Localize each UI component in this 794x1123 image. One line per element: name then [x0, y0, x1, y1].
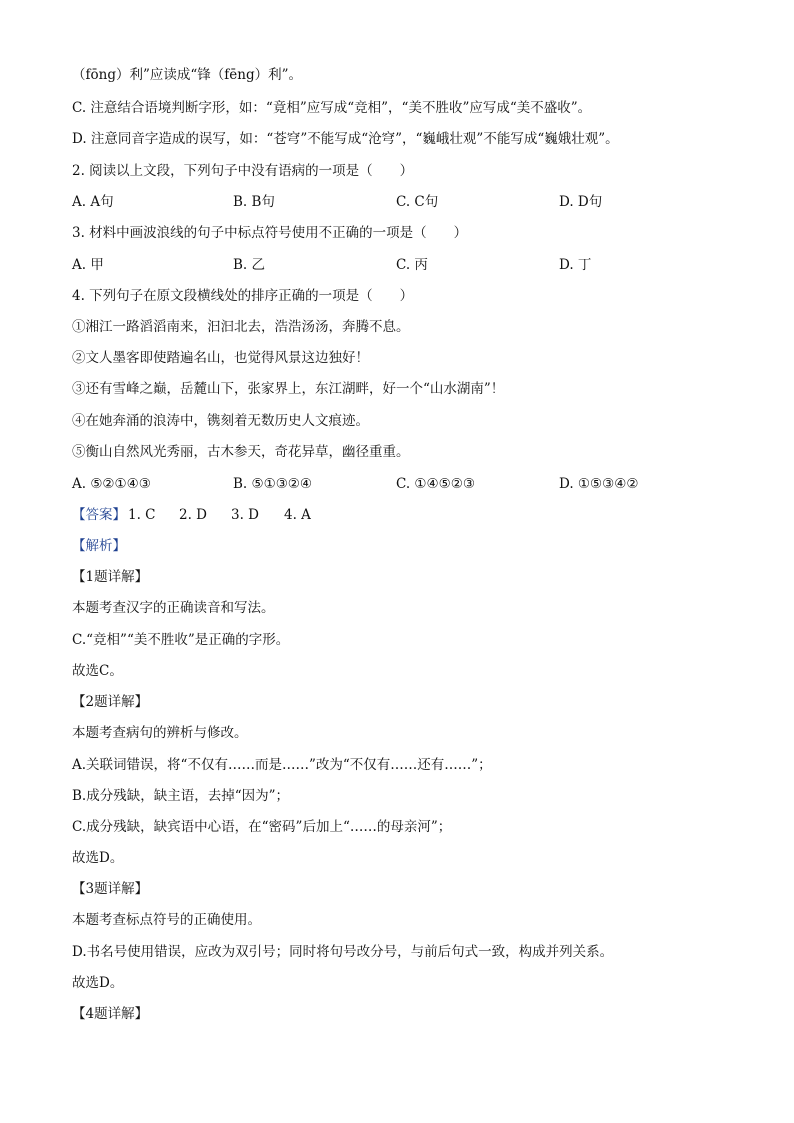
sentence-2: ②文人墨客即使踏遍名山，也觉得风景这边独好！	[72, 350, 369, 366]
option-b: B. 乙	[233, 257, 266, 273]
sentence-5: ⑤衡山自然风光秀丽，古木参天，奇花异草，幽径重重。	[72, 444, 410, 460]
section-heading: 【3题详解】	[72, 881, 149, 897]
text-line: 本题考查汉字的正确读音和写法。	[72, 600, 275, 616]
option-a: A. 甲	[72, 257, 104, 273]
sentence-4: ④在她奔涌的浪涛中，镌刻着无数历史人文痕迹。	[72, 413, 369, 429]
text-line: D. 注意同音字造成的误写，如：“苍穹”不能写成“沧穹”，“巍峨壮观”不能写成“巍娥壮观”。	[72, 131, 619, 147]
option-d: D. 丁	[559, 257, 592, 273]
text-line: 故选D。	[72, 850, 124, 866]
text-line: （fōng）利”应读成“锋（fēng）利”。	[72, 67, 302, 83]
text-line: C.“竞相”“美不胜收”是正确的字形。	[72, 632, 290, 648]
answer-item: 3. D	[231, 507, 259, 523]
question-2: 2. 阅读以上文段，下列句子中没有语病的一项是（ ）	[72, 163, 414, 179]
option-c: C. ①④⑤②③	[396, 476, 475, 492]
answer-label: 【答案】	[72, 507, 126, 523]
analysis-heading: 【解析】	[72, 538, 126, 554]
text-line: C. 注意结合语境判断字形，如：“竟相”应写成“竞相”，“美不胜收”应写成“美不盛收”。	[72, 100, 592, 116]
text-line: C.成分残缺，缺宾语中心语，在“密码”后加上“……的母亲河”；	[72, 819, 452, 835]
answer-item: 1. C	[128, 507, 156, 523]
section-heading: 【2题详解】	[72, 694, 149, 710]
sentence-3: ③还有雪峰之巅，岳麓山下，张家界上，东江湖畔，好一个“山水湖南”！	[72, 381, 505, 397]
text-line: B.成分残缺，缺主语，去掉“因为”；	[72, 788, 290, 804]
sentence-1: ①湘江一路滔滔南来，汩汩北去，浩浩汤汤，奔腾不息。	[72, 319, 410, 335]
option-a: A. ⑤②①④③	[72, 476, 151, 492]
text-line: 本题考查病句的辨析与修改。	[72, 725, 248, 741]
option-b: B. B句	[233, 194, 275, 210]
question-3: 3. 材料中画波浪线的句子中标点符号使用不正确的一项是（ ）	[72, 225, 468, 241]
text-line: 故选D。	[72, 975, 124, 991]
option-b: B. ⑤①③②④	[233, 476, 313, 492]
option-a: A. A句	[72, 194, 114, 210]
option-d: D. ①⑤③④②	[559, 476, 639, 492]
text-line: 故选C。	[72, 663, 123, 679]
answer-item: 2. D	[179, 507, 207, 523]
option-c: C. 丙	[396, 257, 428, 273]
option-c: C. C句	[396, 194, 439, 210]
question-4: 4. 下列句子在原文段横线处的排序正确的一项是（ ）	[72, 288, 414, 304]
section-heading: 【1题详解】	[72, 569, 149, 585]
answer-item: 4. A	[284, 507, 311, 523]
text-line: 本题考查标点符号的正确使用。	[72, 912, 261, 928]
text-line: D.书名号使用错误，应改为双引号；同时将句号改分号，与前后句式一致，构成并列关系。	[72, 944, 614, 960]
option-d: D. D句	[559, 194, 603, 210]
section-heading: 【4题详解】	[72, 1006, 149, 1022]
text-line: A.关联词错误，将“不仅有……而是……”改为“不仅有……还有……”；	[72, 757, 492, 773]
